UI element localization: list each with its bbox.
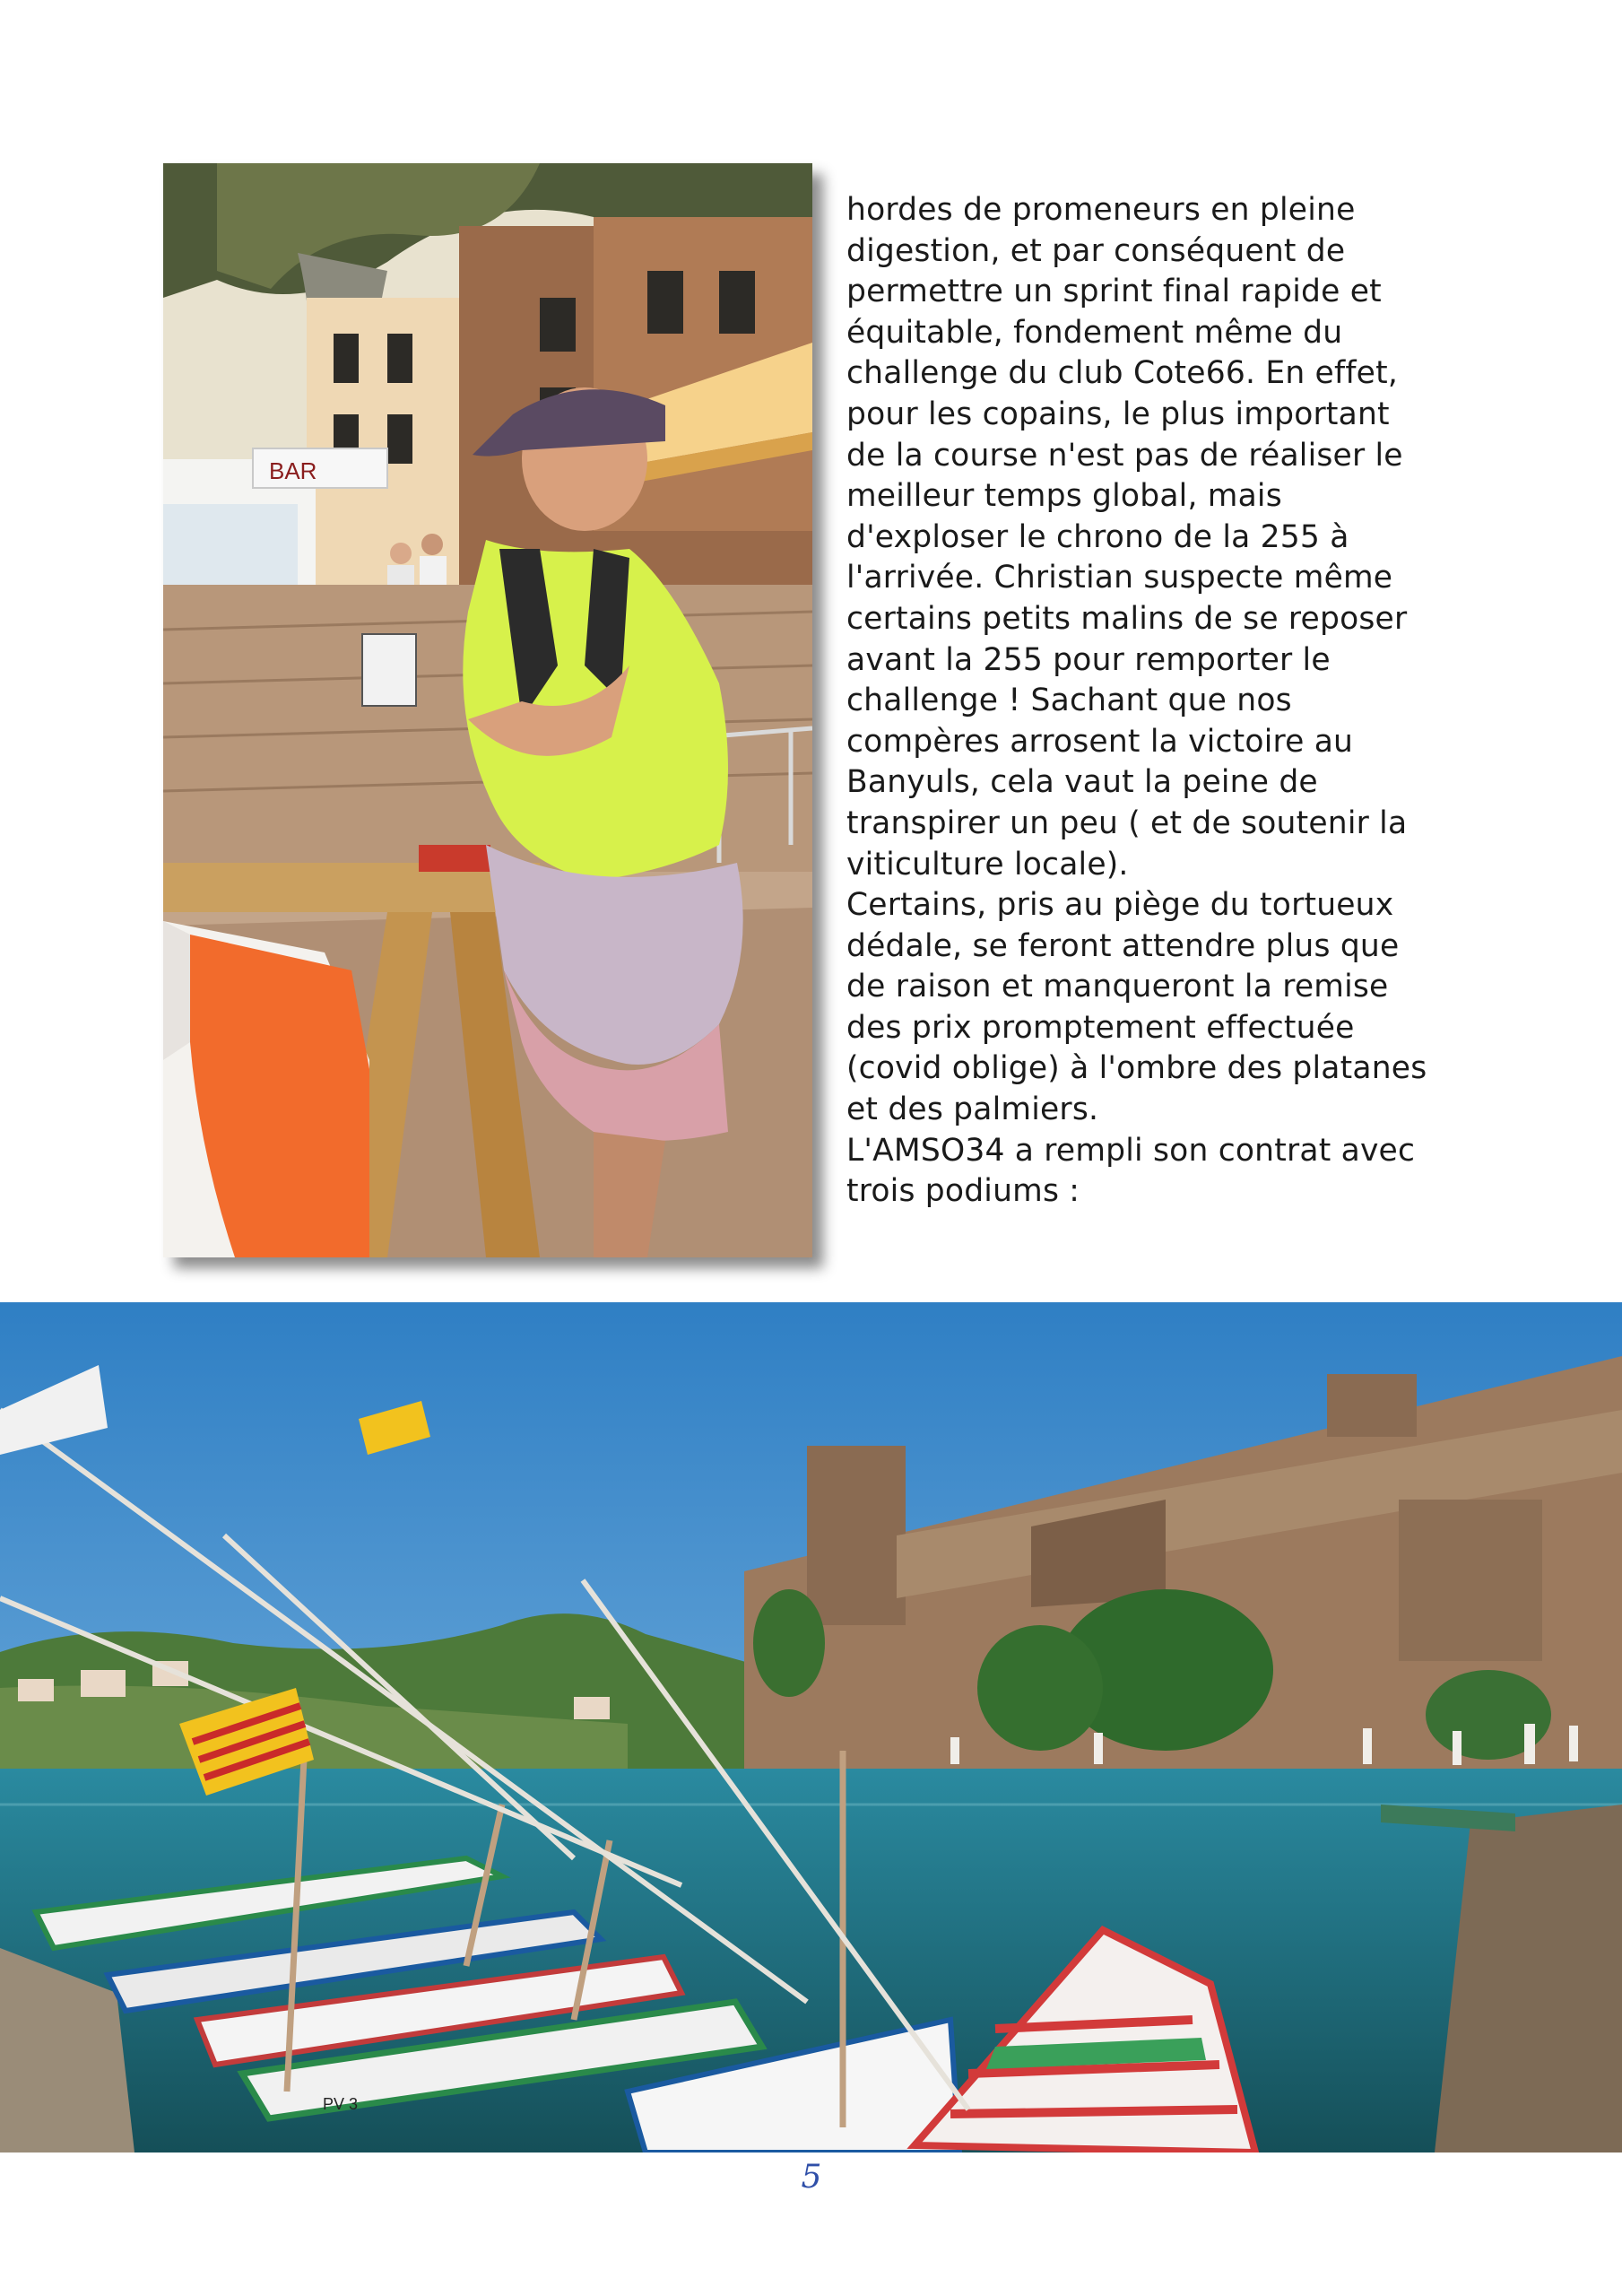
page-number: 5 <box>801 2159 822 2196</box>
article-line: Certains, pris au piège du tortueux <box>846 887 1394 924</box>
article-text <box>846 190 1438 1213</box>
harbour-photo-illustration <box>0 1302 1622 2152</box>
article-line: hordes de promeneurs en pleine <box>846 192 1356 228</box>
article-line: l'arrivée. Christian suspecte même <box>846 560 1393 596</box>
article-line: de raison et manqueront la remise <box>846 969 1389 1005</box>
article-line: transpirer un peu ( et de soutenir la <box>846 804 1408 841</box>
article-line: L'AMSO34 a rempli son contrat avec <box>846 1132 1416 1169</box>
article-line: viticulture locale). <box>846 846 1129 883</box>
article-line: challenge du club Cote66. En effet, <box>846 355 1398 392</box>
article-line: trois podiums : <box>846 1173 1080 1210</box>
bar-sign: BAR <box>269 457 317 484</box>
article-line: permettre un sprint final rapide et <box>846 274 1382 310</box>
article-line: pour les copains, le plus important <box>846 396 1390 432</box>
article-line: meilleur temps global, mais <box>846 478 1282 515</box>
article-line: avant la 255 pour remporter le <box>846 641 1331 678</box>
article-line: (covid oblige) à l'ombre des platanes <box>846 1050 1427 1087</box>
article-line: challenge ! Sachant que nos <box>846 683 1292 719</box>
article-line: Banyuls, cela vaut la peine de <box>846 764 1318 801</box>
article-line: équitable, fondement même du <box>846 314 1343 351</box>
article-line: des prix promptement effectuée <box>846 1009 1355 1046</box>
article-line: digestion, et par conséquent de <box>846 232 1346 269</box>
boat-hull-text: PV 3 <box>323 2095 359 2113</box>
article-line: compères arrosent la victoire au <box>846 723 1354 760</box>
runner-photo <box>163 163 812 1257</box>
article-line: de la course n'est pas de réaliser le <box>846 437 1403 474</box>
harbour-photo <box>0 1302 1622 2152</box>
article-line: d'exploser le chrono de la 255 à <box>846 518 1349 555</box>
article-line: certains petits malins de se reposer <box>846 600 1408 637</box>
article-line: dédale, se feront attendre plus que <box>846 927 1400 964</box>
runner-photo-illustration <box>163 163 812 1257</box>
article-line: et des palmiers. <box>846 1091 1099 1128</box>
